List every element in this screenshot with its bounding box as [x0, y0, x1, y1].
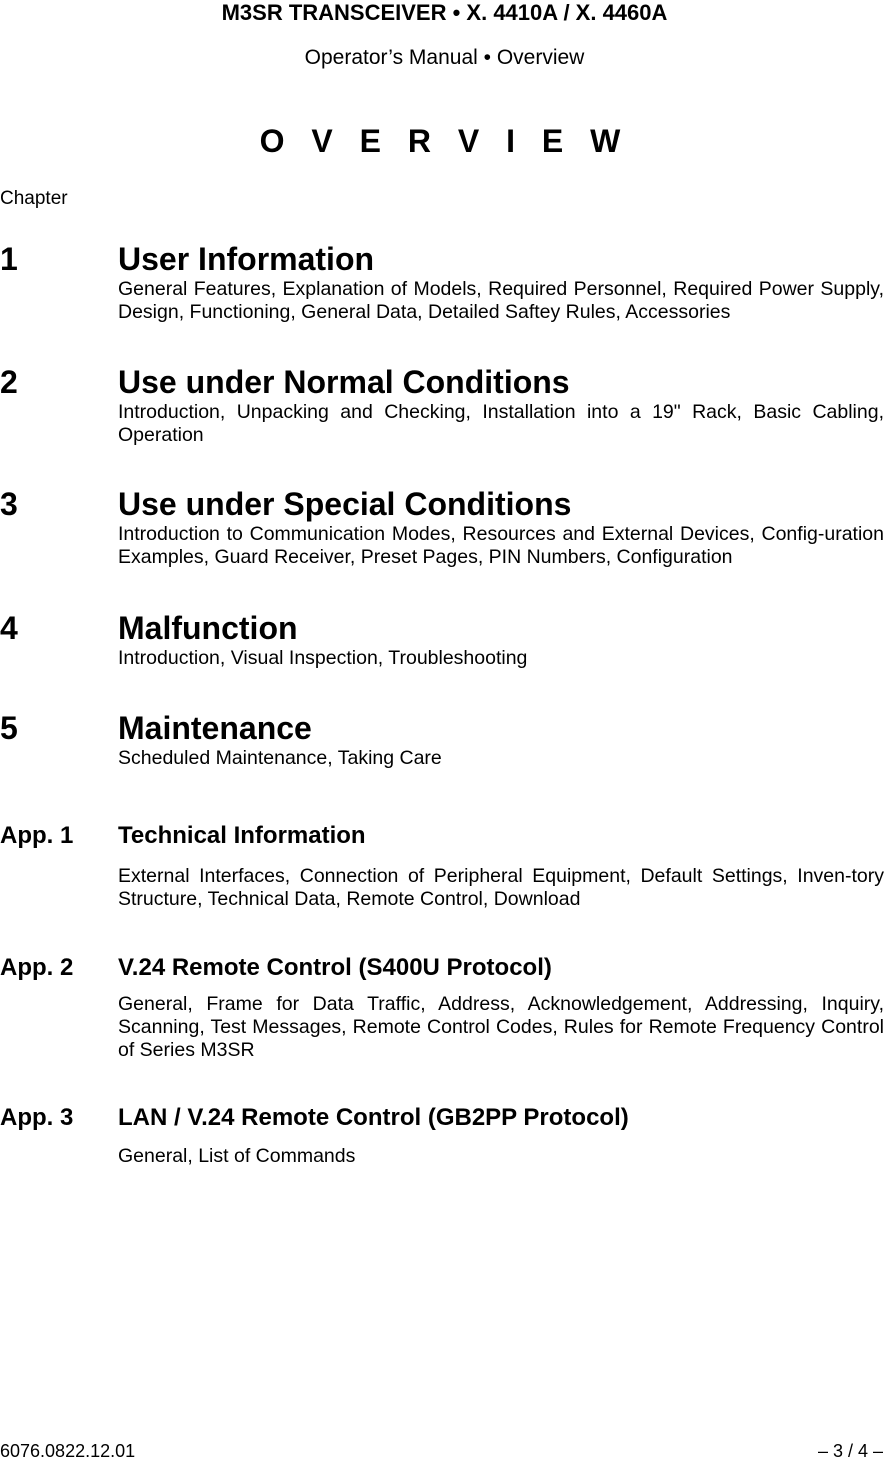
chapter-description: Scheduled Maintenance, Taking Care [118, 747, 442, 769]
footer-page-number: – 3 / 4 – [817, 1441, 883, 1461]
chapter-description: Introduction to Communication Modes, Resources and External Devices, Config-uration Examples, Guard Receiver, Preset Pages, PIN Numbers, Configuration [118, 523, 884, 568]
chapter-title: Use under Normal Conditions [118, 364, 570, 400]
appendix-title: Technical Information [118, 822, 366, 849]
document-header-title: M3SR TRANSCEIVER • X. 4410A / X. 4460A [221, 0, 668, 25]
appendix-title: V.24 Remote Control (S400U Protocol) [118, 954, 552, 981]
appendix-number: App. 1 [0, 822, 74, 849]
chapter-number: 2 [0, 364, 18, 400]
chapter-number: 1 [0, 241, 18, 277]
appendix-description: External Interfaces, Connection of Peripheral Equipment, Default Settings, Inven-tory Structure, Technical Data, Remote Control, Download [118, 865, 884, 910]
chapter-description: Introduction, Visual Inspection, Troubleshooting [118, 647, 528, 669]
chapter-description: Introduction, Unpacking and Checking, Installation into a 19" Rack, Basic Cabling, Operation [118, 401, 884, 446]
document-header-subtitle: Operator’s Manual • Overview [304, 46, 585, 69]
appendix-title: LAN / V.24 Remote Control (GB2PP Protocol) [118, 1104, 629, 1131]
chapter-number: 3 [0, 486, 18, 522]
chapter-number: 5 [0, 710, 18, 746]
appendix-number: App. 2 [0, 954, 74, 981]
chapter-title: Maintenance [118, 710, 312, 746]
appendix-number: App. 3 [0, 1104, 74, 1131]
chapter-column-label: Chapter [0, 188, 68, 209]
chapter-description: General Features, Explanation of Models, Required Personnel, Required Power Supply, Design, Functioning, General Data, Detailed Saftey Rules, Accessories [118, 278, 884, 323]
chapter-title: Malfunction [118, 610, 298, 646]
page-title: O V E R V I E W [259, 123, 630, 159]
appendix-description: General, Frame for Data Traffic, Address, Acknowledgement, Addressing, Inquiry, Scanning, Test Messages, Remote Control Codes, Rules for Remote Frequency Control of Series M3SR [118, 993, 884, 1061]
chapter-number: 4 [0, 610, 18, 646]
footer-document-number: 6076.0822.12.01 [0, 1441, 136, 1461]
chapter-title: Use under Special Conditions [118, 486, 572, 522]
appendix-description: General, List of Commands [118, 1145, 356, 1167]
chapter-title: User Information [118, 241, 375, 277]
